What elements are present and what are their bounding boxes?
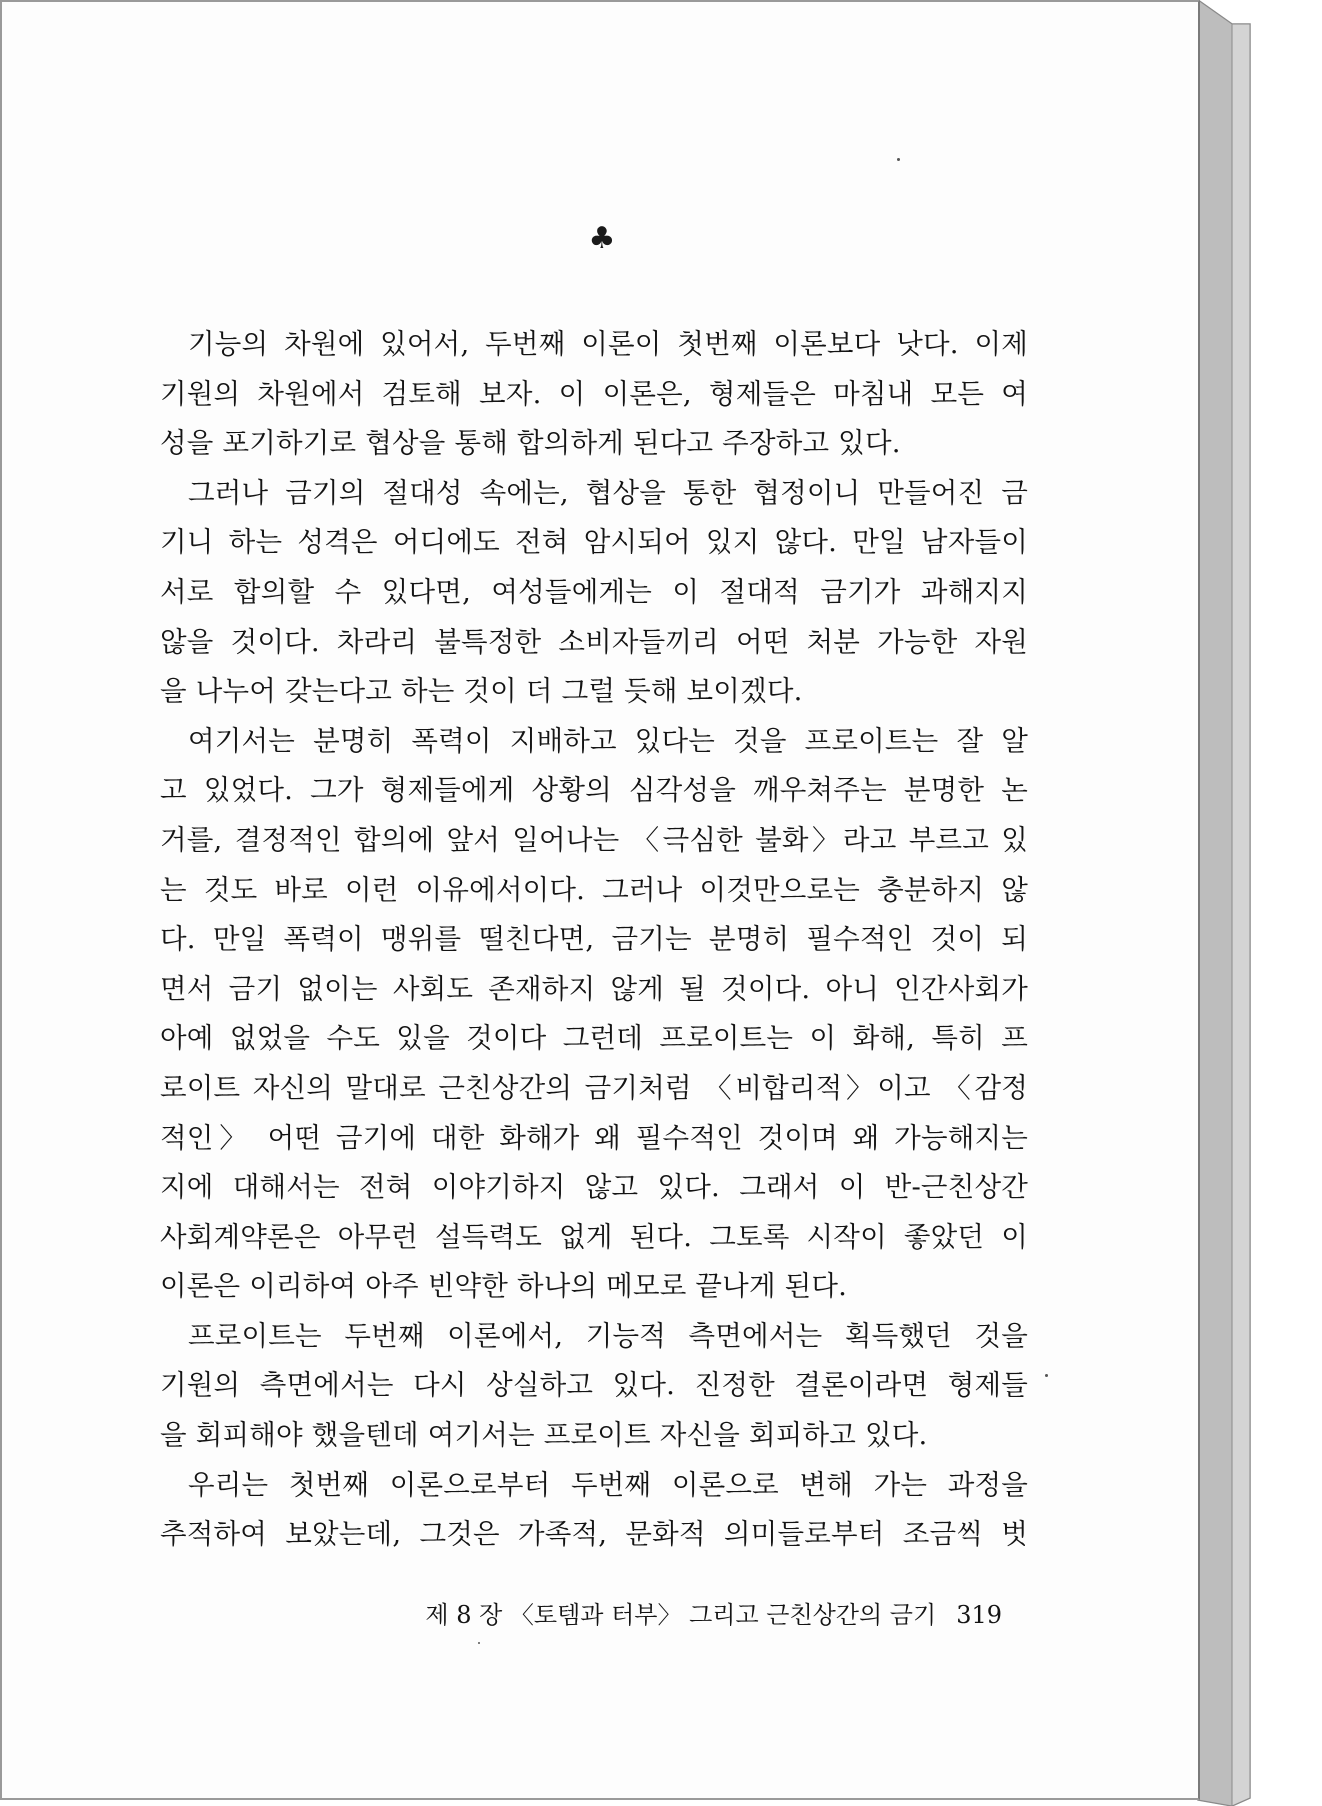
text-line: 다. 만일 폭력이 맹위를 떨친다면, 금기는 분명히 필수적인 것이 되 [160,923,1028,956]
text-line: 않을 것이다. 차라리 불특정한 소비자들끼리 어떤 처분 가능한 자원 [160,625,1028,658]
text-line: 기원의 측면에서는 다시 상실하고 있다. 진정한 결론이라면 형제들 [160,1369,1028,1402]
chapter-title: 제 8 장 〈토템과 터부〉 그리고 근친상간의 금기 [425,1601,937,1629]
text-line: 우리는 첫번째 이론으로부터 두번째 이론으로 변해 가는 과정을 [188,1468,1028,1501]
text-line: 사회계약론은 아무런 설득력도 없게 된다. 그토록 시작이 좋았던 이 [160,1220,1028,1253]
text-line: 성을 포기하기로 협상을 통해 합의하게 된다고 주장하고 있다. [160,427,901,460]
scan-speck [897,158,900,161]
text-line: 프로이트는 두번째 이론에서, 기능적 측면에서는 획득했던 것을 [188,1319,1028,1352]
text-line: 로이트 자신의 말대로 근친상간의 금기처럼 〈비합리적〉이고 〈감정 [160,1071,1028,1104]
text-line: 거를, 결정적인 합의에 앞서 일어나는 〈극심한 불화〉라고 부르고 있 [160,823,1028,856]
text-line: 기니 하는 성격은 어디에도 전혀 암시되어 있지 않다. 만일 남자들이 [160,526,1028,559]
scan-speck [478,1642,480,1644]
club-ornament-icon: ♣ [588,221,616,256]
scan-speck [1045,1374,1048,1377]
text-line: 기능의 차원에 있어서, 두번째 이론이 첫번째 이론보다 낫다. 이제 [188,328,1028,360]
running-footer [422,1595,1002,1630]
body-text [160,320,1028,1560]
text-line: 서로 합의할 수 있다면, 여성들에게는 이 절대적 금기가 과해지지 [160,575,1028,608]
text-line: 그러나 금기의 절대성 속에는, 협상을 통한 협정이니 만들어진 금 [188,476,1028,509]
text-line: 이론은 이리하여 아주 빈약한 하나의 메모로 끝나게 된다. [160,1270,848,1303]
text-line: 여기서는 분명히 폭력이 지배하고 있다는 것을 프로이트는 잘 알 [188,724,1028,757]
text-line: 기원의 차원에서 검토해 보자. 이 이론은, 형제들은 마침내 모든 여 [160,377,1028,410]
text-line: 을 회피해야 했을텐데 여기서는 프로이트 자신을 회피하고 있다. [160,1419,928,1452]
text-line: 을 나누어 갖는다고 하는 것이 더 그럴 듯해 보이겠다. [160,675,803,708]
text-line: 고 있었다. 그가 형제들에게 상황의 심각성을 깨우쳐주는 분명한 논 [160,774,1028,807]
text-line: 추적하여 보았는데, 그것은 가족적, 문화적 의미들로부터 조금씩 벗 [160,1518,1028,1551]
text-line: 적인〉 어떤 금기에 대한 화해가 왜 필수적인 것이며 왜 가능해지는 [160,1121,1028,1154]
text-line: 아예 없었을 수도 있을 것이다 그런데 프로이트는 이 화해, 특히 프 [160,1022,1028,1055]
text-line: 는 것도 바로 이런 이유에서이다. 그러나 이것만으로는 충분하지 않 [160,873,1028,906]
text-line: 지에 대해서는 전혀 이야기하지 않고 있다. 그래서 이 반-근친상간 [160,1171,1028,1204]
text-line: 면서 금기 없이는 사회도 존재하지 않게 될 것이다. 아니 인간사회가 [160,972,1028,1005]
page-number: 319 [956,1601,1002,1629]
